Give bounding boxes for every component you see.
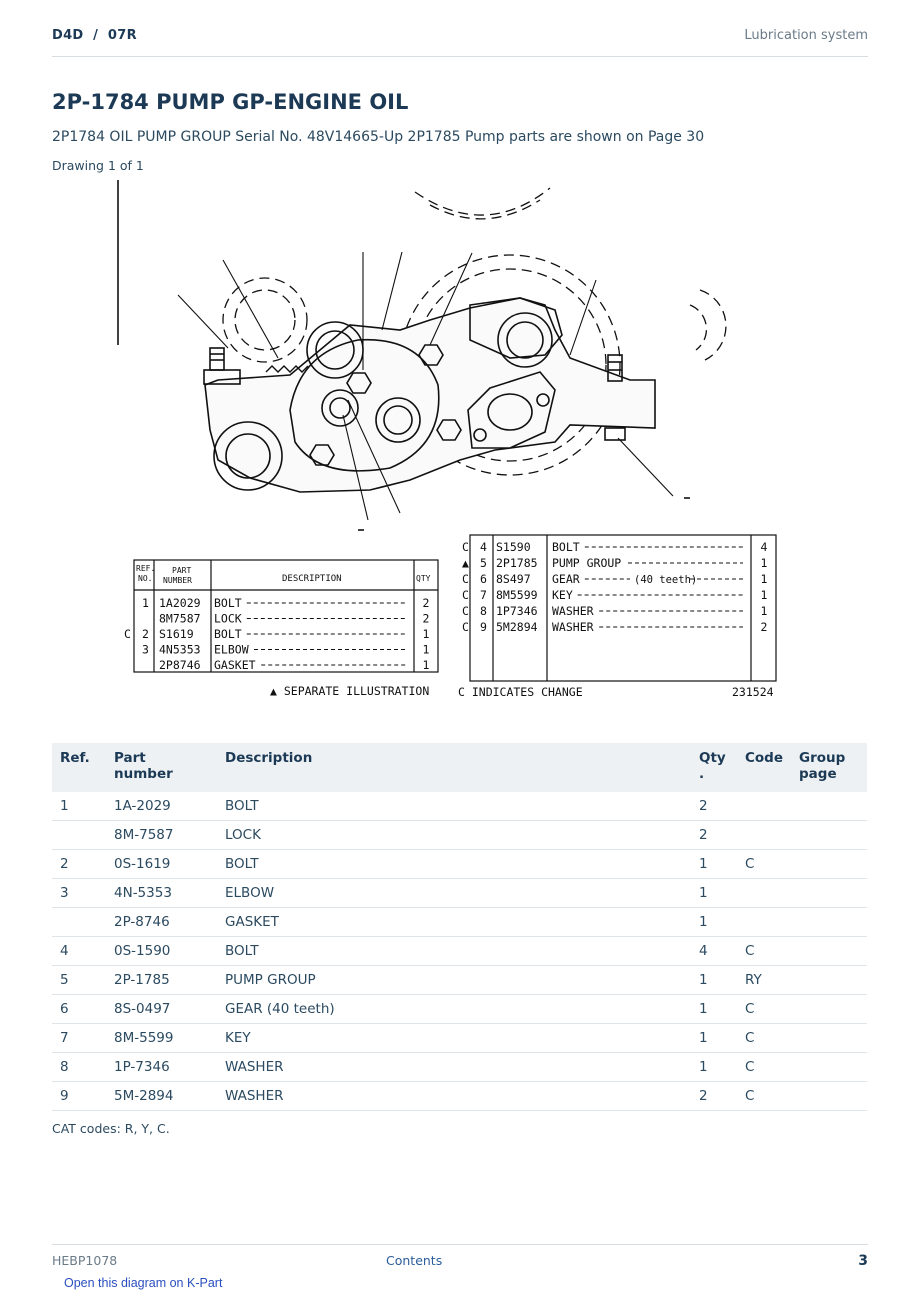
drawing-part-number: 1P7346 <box>496 604 538 618</box>
cell-description: GASKET <box>217 908 691 937</box>
cell-code <box>737 908 791 937</box>
cell-qty: 1 <box>691 1024 737 1053</box>
drawing-counter: Drawing 1 of 1 <box>52 158 144 173</box>
drawing-number: 231524 <box>732 685 774 699</box>
cell-ref: 8 <box>52 1053 106 1082</box>
cell-qty: 1 <box>691 908 737 937</box>
cell-description: KEY <box>217 1024 691 1053</box>
cell-description: GEAR (40 teeth) <box>217 995 691 1024</box>
cell-qty: 1 <box>691 966 737 995</box>
cell-code: RY <box>737 966 791 995</box>
col-qty: Qty . <box>699 750 726 782</box>
drawing-qty: 4 <box>760 540 768 554</box>
cell-qty: 2 <box>691 821 737 850</box>
page-footer <box>52 1244 868 1275</box>
col-code: Code <box>745 750 784 766</box>
table-row <box>52 879 867 908</box>
drawing-ref-number: 1 <box>142 596 149 610</box>
cell-ref <box>52 821 106 850</box>
cell-qty: 2 <box>691 792 737 821</box>
svg-text:NO.: NO. <box>138 574 153 583</box>
drawing-change-mark: C <box>462 620 469 634</box>
cell-code: C <box>737 850 791 879</box>
cell-code: C <box>737 995 791 1024</box>
col-part-number: Part number <box>114 750 173 782</box>
drawing-part-number: 8S497 <box>496 572 531 586</box>
cell-part-number: 8M-5599 <box>106 1024 217 1053</box>
svg-text:NUMBER: NUMBER <box>163 576 192 585</box>
col-group-page: Group page <box>799 750 846 782</box>
drawing-ref-number: 3 <box>142 642 149 657</box>
cell-qty: 2 <box>691 1082 737 1111</box>
contents-link[interactable]: Contents <box>386 1253 443 1268</box>
drawing-qty: 1 <box>760 572 768 586</box>
drawing-description: BOLT <box>552 540 580 554</box>
cell-part-number: 8M-7587 <box>106 821 217 850</box>
drawing-description: KEY <box>552 588 573 602</box>
drawing-qty: 2 <box>760 620 768 634</box>
cell-part-number: 2P-8746 <box>106 908 217 937</box>
cell-group-page <box>791 879 867 908</box>
drawing-part-number: 8M7587 <box>159 611 201 626</box>
cell-group-page <box>791 908 867 937</box>
cell-qty: 1 <box>691 850 737 879</box>
drawing-ref-number: 4 <box>480 540 487 554</box>
drawing-table-left-headers <box>136 564 431 585</box>
cell-code <box>737 821 791 850</box>
drawing-change-mark: C <box>462 572 469 586</box>
indicates-change-note: C INDICATES CHANGE <box>458 685 583 699</box>
table-row <box>52 966 867 995</box>
cell-code <box>737 792 791 821</box>
cell-part-number: 2P-1785 <box>106 966 217 995</box>
drawing-description: WASHER <box>552 620 594 634</box>
drawing-change-mark: C <box>462 540 469 554</box>
cell-description: BOLT <box>217 937 691 966</box>
drawing-qty: 1 <box>422 642 430 657</box>
cell-group-page <box>791 1024 867 1053</box>
drawing-ref-number: 5 <box>480 556 487 570</box>
drawing-table-right-rows <box>462 540 768 634</box>
cell-description: WASHER <box>217 1082 691 1111</box>
cell-qty: 1 <box>691 879 737 908</box>
document-id: HEBP1078 <box>52 1253 118 1268</box>
drawing-change-mark: C <box>462 588 469 602</box>
drawing-description: BOLT <box>214 596 242 610</box>
cell-description: ELBOW <box>217 879 691 908</box>
svg-text:QTY: QTY <box>416 574 431 583</box>
cell-group-page <box>791 1082 867 1111</box>
drawing-ref-number: 8 <box>480 604 487 618</box>
cell-ref: 9 <box>52 1082 106 1111</box>
cell-ref: 5 <box>52 966 106 995</box>
drawing-description: LOCK <box>214 611 242 626</box>
cell-ref: 6 <box>52 995 106 1024</box>
cell-ref: 1 <box>52 792 106 821</box>
drawing-ref-number: 6 <box>480 572 487 586</box>
cell-ref: 2 <box>52 850 106 879</box>
table-row <box>52 821 867 850</box>
table-row <box>52 1082 867 1111</box>
cell-description: PUMP GROUP <box>217 966 691 995</box>
cell-code: C <box>737 1024 791 1053</box>
drawing-description: BOLT <box>214 627 242 641</box>
drawing-part-number: 8M5599 <box>496 588 538 602</box>
parts-diagram <box>100 180 820 710</box>
parts-table-header-row <box>52 743 867 792</box>
drawing-ref-number: 9 <box>480 620 487 634</box>
table-row <box>52 1024 867 1053</box>
cell-ref <box>52 908 106 937</box>
drawing-part-number: 1A2029 <box>159 596 201 610</box>
table-row <box>52 908 867 937</box>
table-row <box>52 1053 867 1082</box>
cell-ref: 4 <box>52 937 106 966</box>
drawing-ref-number: 7 <box>480 588 487 602</box>
drawing-description: GEAR <box>552 572 580 586</box>
drawing-part-number: 4N5353 <box>159 642 201 657</box>
cell-group-page <box>791 937 867 966</box>
section-name: Lubrication system <box>744 28 868 43</box>
separate-illustration-note: ▲ SEPARATE ILLUSTRATION <box>270 684 430 698</box>
svg-text:REF.: REF. <box>136 564 156 573</box>
cell-group-page <box>791 966 867 995</box>
page-title: 2P-1784 PUMP GP-ENGINE OIL <box>52 90 409 114</box>
cell-code: C <box>737 937 791 966</box>
page-subtitle: 2P1784 OIL PUMP GROUP Serial No. 48V14665-Up 2P1785 Pump parts are shown on Page 30 <box>52 129 705 145</box>
drawing-qty: 1 <box>422 658 430 672</box>
drawing-extra-note: (40 teeth) <box>634 574 698 586</box>
drawing-table-left-rows <box>124 596 430 672</box>
cell-code <box>737 879 791 908</box>
cell-group-page <box>791 995 867 1024</box>
cell-qty: 4 <box>691 937 737 966</box>
breadcrumb[interactable]: D4D / 07R <box>52 28 137 43</box>
cell-part-number: 8S-0497 <box>106 995 217 1024</box>
open-in-kpart-link[interactable]: Open this diagram on K-Part <box>64 1276 223 1290</box>
table-row <box>52 995 867 1024</box>
drawing-description: GASKET <box>214 658 256 672</box>
cell-code: C <box>737 1082 791 1111</box>
table-row <box>52 937 867 966</box>
drawing-change-mark: C <box>124 627 131 641</box>
col-description: Description <box>225 750 313 766</box>
cell-part-number: 1P-7346 <box>106 1053 217 1082</box>
col-ref: Ref. <box>60 750 90 766</box>
cell-group-page <box>791 792 867 821</box>
cat-codes-note: CAT codes: R, Y, C. <box>52 1121 170 1136</box>
cell-part-number: 0S-1619 <box>106 850 217 879</box>
drawing-part-number: S1590 <box>496 540 531 554</box>
page-number: 3 <box>858 1253 868 1269</box>
parts-table <box>52 743 867 1111</box>
drawing-ref-number: 2 <box>142 627 149 641</box>
cell-description: WASHER <box>217 1053 691 1082</box>
cell-ref: 7 <box>52 1024 106 1053</box>
drawing-qty: 2 <box>422 596 430 610</box>
drawing-qty: 2 <box>422 611 430 626</box>
drawing-change-mark: C <box>462 604 469 618</box>
cell-ref: 3 <box>52 879 106 908</box>
table-row <box>52 850 867 879</box>
cell-code: C <box>737 1053 791 1082</box>
cell-part-number: 4N-5353 <box>106 879 217 908</box>
cell-description: BOLT <box>217 850 691 879</box>
drawing-qty: 1 <box>760 556 768 570</box>
cell-qty: 1 <box>691 995 737 1024</box>
svg-text:PART: PART <box>172 566 192 575</box>
drawing-qty: 1 <box>760 604 768 618</box>
drawing-part-number: 2P1785 <box>496 556 538 570</box>
drawing-part-number: 5M2894 <box>496 620 538 634</box>
table-row <box>52 792 867 821</box>
drawing-change-mark: ▲ <box>462 556 469 570</box>
cell-qty: 1 <box>691 1053 737 1082</box>
cell-part-number: 5M-2894 <box>106 1082 217 1111</box>
drawing-description: ELBOW <box>214 642 249 657</box>
page-header <box>52 28 868 57</box>
cell-part-number: 0S-1590 <box>106 937 217 966</box>
drawing-qty: 1 <box>760 588 768 602</box>
cell-group-page <box>791 821 867 850</box>
drawing-part-number: S1619 <box>159 627 194 641</box>
pump-illustration <box>118 180 726 530</box>
drawing-description: PUMP GROUP <box>552 556 622 570</box>
cell-group-page <box>791 850 867 879</box>
drawing-part-number: 2P8746 <box>159 658 201 672</box>
cell-description: BOLT <box>217 792 691 821</box>
cell-group-page <box>791 1053 867 1082</box>
svg-text:DESCRIPTION: DESCRIPTION <box>282 574 342 584</box>
drawing-qty: 1 <box>422 627 430 641</box>
cell-description: LOCK <box>217 821 691 850</box>
cell-part-number: 1A-2029 <box>106 792 217 821</box>
drawing-description: WASHER <box>552 604 594 618</box>
